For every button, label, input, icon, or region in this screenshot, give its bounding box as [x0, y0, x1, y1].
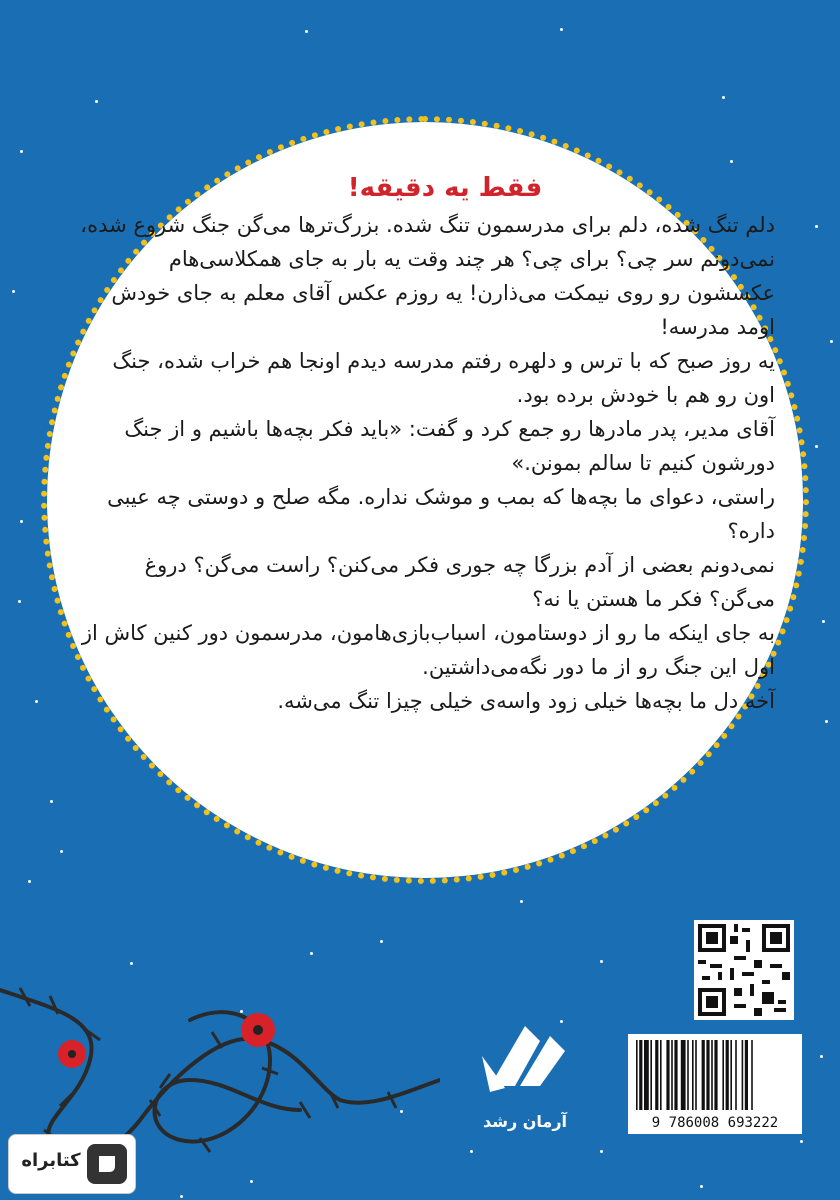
star	[130, 962, 133, 965]
star	[12, 290, 15, 293]
paragraph-5: راستی، دعوای ما بچه‌ها که بمب و موشک نداره. مگه صلح و دوستی چه عیبی داره؟	[107, 485, 775, 543]
star	[600, 1150, 603, 1153]
paragraph-1: دلم تنگ شده، دلم برای مدرسمون تنگ شده. بزرگ‌ترها می‌گن جنگ شروع شده،	[80, 213, 775, 237]
barcode-number: 9 786008 693222	[651, 1115, 779, 1131]
qr-code	[694, 920, 794, 1020]
star	[310, 952, 313, 955]
paragraph-6: نمی‌دونم بعضی از آدم بزرگا چه جوری فکر می‌کنن؟ راست می‌گن؟ دروغ می‌گن؟ فکر ما هستن یا نه؟	[144, 553, 775, 611]
star	[20, 520, 23, 523]
badge-label: کتابراه	[21, 1150, 81, 1171]
star	[815, 225, 818, 228]
star	[815, 445, 818, 448]
star	[380, 940, 383, 943]
star	[180, 1195, 183, 1198]
star	[722, 96, 725, 99]
story-text	[75, 168, 775, 718]
star	[520, 900, 523, 903]
star	[20, 150, 23, 153]
paragraph-3: یه روز صبح که با ترس و دلهره رفتم مدرسه دیدم اونجا هم خراب شده، جنگ اون رو هم با خودش برده بود.	[112, 349, 775, 407]
star	[730, 160, 733, 163]
star	[825, 720, 828, 723]
star	[822, 620, 825, 623]
story-title: فقط یه دقیقه!	[347, 173, 543, 203]
ketabrah-logo-icon	[87, 1144, 127, 1184]
star	[95, 100, 98, 103]
publisher-name: آرمان رشد	[482, 1112, 568, 1131]
star	[830, 340, 833, 343]
paragraph-2: نمی‌دونم سر چی؟ برای چی؟ هر چند وقت یه بار به جای همکلاسی‌هام عکسشون رو روی نیمکت می‌ذارن! یه روزم عکس آقای معلم به جای خودش اومد مدرسه!	[111, 247, 775, 339]
star	[800, 1140, 803, 1143]
star	[700, 1185, 703, 1188]
star	[820, 1055, 823, 1058]
star	[600, 960, 603, 963]
star	[18, 600, 21, 603]
star	[50, 800, 53, 803]
star	[250, 1180, 253, 1183]
publisher-logo	[470, 996, 580, 1116]
paragraph-4: آقای مدیر، پدر مادرها رو جمع کرد و گفت: «باید فکر بچه‌ها باشیم و از جنگ دورشون کنیم تا سالم بمونن.»	[124, 417, 775, 475]
star	[560, 28, 563, 31]
paragraph-7: به جای اینکه ما رو از دوستامون، اسباب‌بازی‌هامون، مدرسمون دور کنین کاش از اول این جنگ رو از ما دور نگه‌می‌داشتین.	[81, 621, 775, 679]
star	[35, 700, 38, 703]
paragraph-8: آخه دل ما بچه‌ها خیلی زود واسه‌ی خیلی چیزا تنگ می‌شه.	[277, 689, 775, 713]
barcode-bars	[628, 1034, 802, 1112]
star	[470, 1150, 473, 1153]
star	[305, 30, 308, 33]
star	[28, 880, 31, 883]
star	[60, 850, 63, 853]
